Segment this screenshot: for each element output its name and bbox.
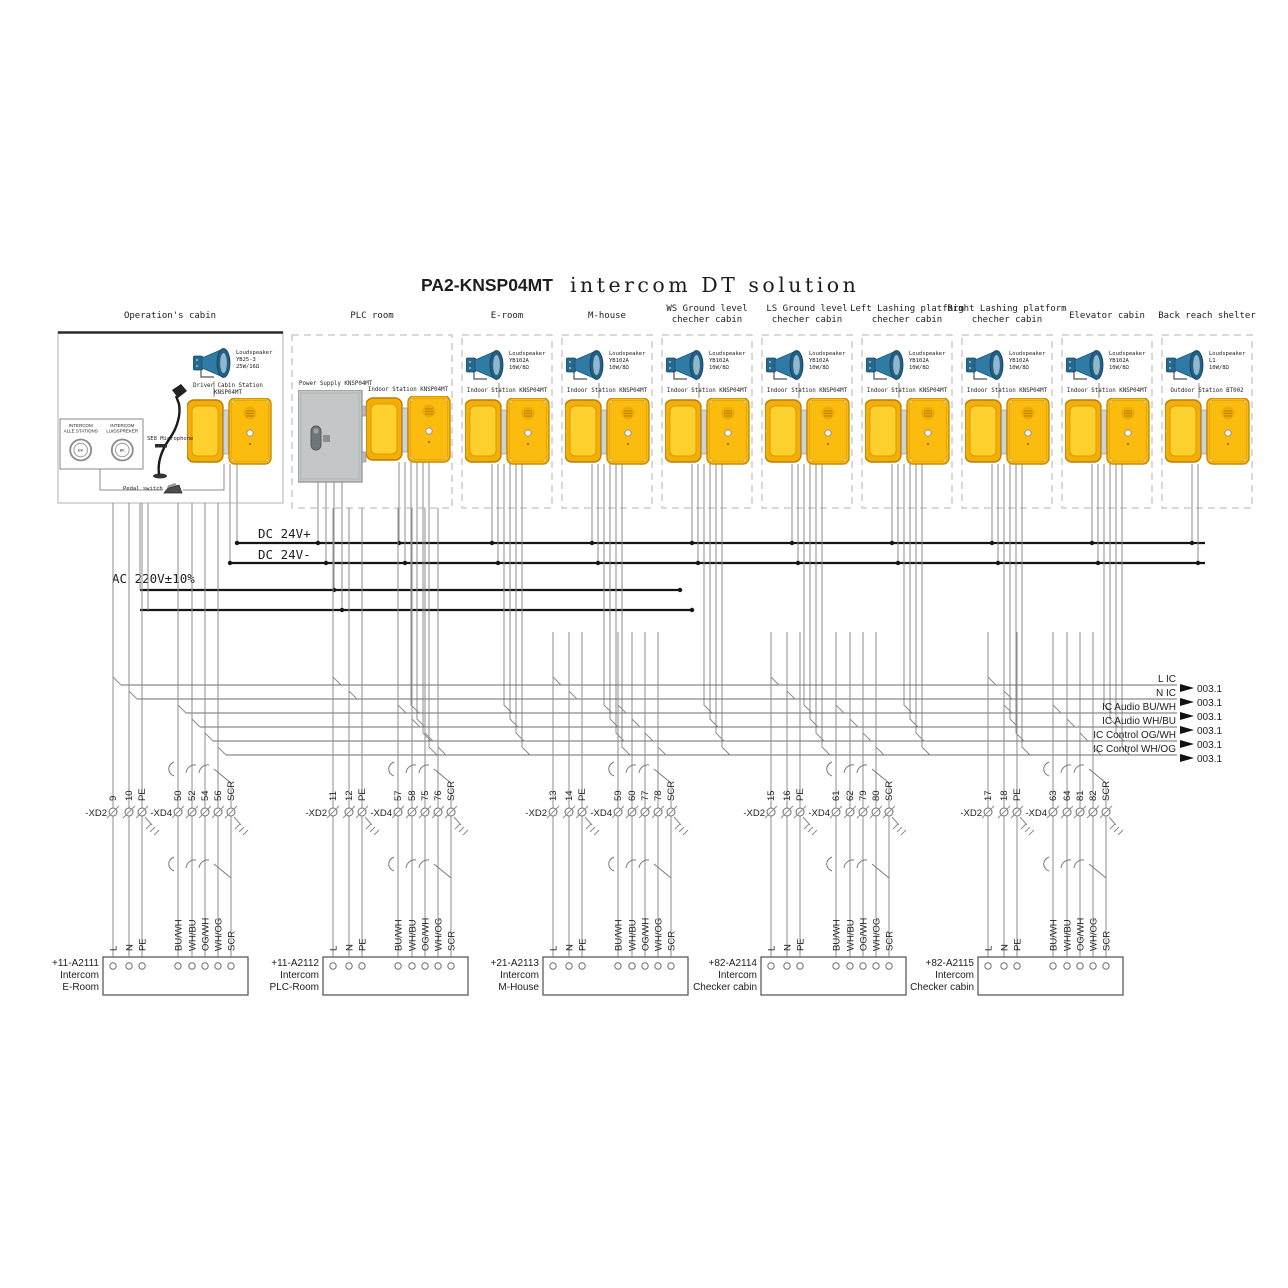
terminal-number: 81 [1075, 790, 1086, 801]
standard-cabins [462, 304, 1257, 755]
cabin-left-lashing-platform-checher-cabin [850, 304, 964, 755]
intercom-unit-box [978, 957, 1123, 995]
terminal-strip-label: -XD2 [743, 808, 765, 819]
terminal-strip-label: -XD2 [525, 808, 547, 819]
box-terminal-label: OG/WH [200, 917, 212, 951]
cabin-drop-wires [1192, 464, 1198, 563]
channel-5 [910, 632, 1123, 995]
signal-label: IC Audio BU/WH [1102, 702, 1176, 713]
station-icon [862, 398, 950, 464]
box-terminal-label: N [344, 944, 356, 951]
intercom-unit-box [543, 957, 688, 995]
terminal-number: 76 [433, 790, 444, 801]
box-terminal-label: BU/WH [1048, 919, 1060, 951]
box-terminal-label: BU/WH [831, 919, 843, 951]
box-terminal-label: L [983, 945, 995, 951]
cabin-plc-room [292, 311, 452, 508]
terminal-number: 79 [858, 790, 869, 801]
terminal-number: 80 [871, 790, 882, 801]
signal-label: N IC [1156, 688, 1176, 699]
terminal-number: 78 [653, 790, 664, 801]
speaker-label: Loudspeaker [1009, 351, 1046, 357]
terminal-strip-label: -XD4 [1025, 808, 1047, 819]
unit-tag: +11-A2112 [271, 958, 319, 969]
station-label: Indoor Station KNSP04MT [367, 387, 449, 393]
cabin-label: M-house [588, 311, 626, 321]
cabin-label-2: checher cabin [971, 315, 1043, 325]
speaker-label: Loudspeaker [1109, 351, 1146, 357]
signal-label: IC Control OG/WH [1093, 730, 1176, 741]
box-terminal-label: L [328, 945, 340, 951]
unit-tag: +11-A2111 [52, 958, 99, 969]
box-terminal-label: PE [357, 938, 369, 951]
cabin-label-2: checher cabin [671, 315, 743, 325]
box-terminal-label: N [564, 944, 576, 951]
unit-name-2: PLC-Room [269, 982, 319, 993]
speaker-model: YB102A [809, 358, 829, 364]
cabin-label: Right Lashing platform [947, 304, 1067, 314]
unit-name-1: Intercom [500, 970, 539, 981]
diagram-model-title: PA2-KNSP04MT [421, 275, 553, 295]
speaker-rating: 10W/8Ω [809, 365, 829, 371]
terminal-number: 15 [766, 790, 777, 801]
signal-ref: 003.1 [1197, 684, 1223, 695]
box-terminal-label: SCR [1101, 930, 1113, 951]
arrow-right-icon [1180, 712, 1194, 720]
speaker-rating: 10W/8Ω [1209, 365, 1229, 371]
terminal-number: SCR [666, 780, 677, 801]
station-icon [662, 398, 750, 464]
terminal-number: 18 [999, 790, 1010, 801]
loudspeaker-icon [466, 351, 503, 380]
knob-label: BK [78, 448, 84, 453]
arrow-right-icon [1180, 684, 1194, 692]
loudspeaker-icon [193, 349, 230, 378]
signal-bus-lines [121, 674, 1222, 765]
unit-name-2: E-Room [62, 982, 99, 993]
cabin-label: E-room [490, 311, 524, 321]
box-terminal-label: OG/WH [1075, 917, 1087, 951]
microphone-label: SE8 Microphone [147, 436, 194, 442]
knob-label: BK [119, 448, 125, 453]
station-label: Indoor Station KNSP04MT [1066, 388, 1148, 394]
cabin-label-2: checher cabin [871, 315, 943, 325]
terminal-number: SCR [884, 780, 895, 801]
box-terminal-label: WH/BU [187, 919, 199, 951]
terminal-number: 50 [173, 790, 184, 801]
terminal-number: 60 [627, 790, 638, 801]
speaker-rating: 25W/16Ω [236, 364, 260, 370]
speaker-model: YB102A [509, 358, 529, 364]
terminal-strip-label: -XD2 [85, 808, 107, 819]
box-terminal-label: WH/OG [1088, 917, 1100, 951]
terminal-strip-label: -XD4 [808, 808, 830, 819]
cabin-label: WS Ground level [666, 304, 748, 314]
cabin-operations-cabin [58, 311, 283, 503]
box-terminal-label: OG/WH [858, 917, 870, 951]
terminal-number: 11 [328, 791, 339, 801]
unit-name-2: Checker cabin [693, 982, 757, 993]
terminal-number: SCR [226, 780, 237, 801]
cabin-label: Left Lashing platform [850, 304, 964, 314]
intercom-unit-box [323, 957, 468, 995]
unit-name-2: M-House [498, 982, 539, 993]
cabin-right-lashing-platform-checher-cabin [947, 304, 1066, 755]
unit-name-2: Checker cabin [910, 982, 974, 993]
speaker-label: Loudspeaker [1209, 351, 1246, 357]
box-terminal-label: SCR [884, 930, 896, 951]
terminal-number: 58 [407, 790, 418, 801]
intercom-unit-box [761, 957, 906, 995]
speaker-model: YB102A [709, 358, 729, 364]
loudspeaker-icon [666, 351, 703, 380]
box-terminal-label: PE [137, 938, 149, 951]
unit-name-1: Intercom [280, 970, 319, 981]
loudspeaker-icon [766, 351, 803, 380]
pedal-switch-label: Pedal switch [123, 486, 163, 492]
speaker-model: YB25-3 [236, 357, 256, 363]
speaker-rating: 10W/8Ω [1109, 365, 1129, 371]
cabin-label: LS Ground level [766, 304, 848, 314]
station-label: Indoor Station KNSP04MT [766, 388, 848, 394]
cabin-ls-ground-level-checher-cabin [762, 304, 853, 755]
terminal-number: 63 [1048, 790, 1059, 801]
channel-4 [693, 632, 906, 995]
speaker-rating: 10W/8Ω [709, 365, 729, 371]
speaker-model: L1 [1209, 358, 1216, 364]
terminal-number: SCR [1101, 780, 1112, 801]
box-terminal-label: L [108, 945, 120, 951]
signal-label: IC Audio WH/BU [1102, 716, 1176, 727]
box-terminal-label: SCR [446, 930, 458, 951]
panel-right-label-2: LUIDSPREKER [106, 428, 139, 434]
ac-bus-label: AC 220V±10% [112, 571, 195, 586]
speaker-rating: 10W/8Ω [509, 365, 529, 371]
arrow-right-icon [1180, 740, 1194, 748]
dc-plus-bus-label: DC 24V+ [258, 526, 311, 541]
diagram-title: intercom DT solution [570, 273, 860, 297]
cabin-back-reach-shelter [1158, 311, 1256, 565]
speaker-rating: 10W/8Ω [1009, 365, 1029, 371]
intercom-unit-box [103, 957, 248, 995]
terminal-number: 9 [108, 795, 119, 801]
speaker-model: YB102A [1009, 358, 1029, 364]
terminal-number: 59 [613, 790, 624, 801]
box-terminal-label: WH/OG [433, 917, 445, 951]
box-terminal-label: L [766, 945, 778, 951]
box-terminal-label: N [999, 944, 1011, 951]
box-terminal-label: L [548, 945, 560, 951]
speaker-label: Loudspeaker [609, 351, 646, 357]
terminal-number: 10 [124, 790, 135, 801]
terminal-number: 52 [187, 790, 198, 801]
channel-wires [333, 508, 451, 957]
unit-name-1: Intercom [935, 970, 974, 981]
speaker-model: YB102A [909, 358, 929, 364]
unit-tag: +82-A2115 [925, 958, 974, 969]
box-terminal-label: PE [577, 938, 589, 951]
loudspeaker-icon [1066, 351, 1103, 380]
indoor-station-icon [363, 396, 451, 462]
loudspeaker-icon [966, 351, 1003, 380]
speaker-rating: 10W/8Ω [909, 365, 929, 371]
speaker-label: Loudspeaker [709, 351, 746, 357]
cabin-label-2: checher cabin [771, 315, 843, 325]
box-terminal-label: BU/WH [393, 919, 405, 951]
station-icon [962, 398, 1050, 464]
box-terminal-label: WH/OG [213, 917, 225, 951]
terminal-number: 54 [200, 790, 211, 801]
box-terminal-label: WH/BU [407, 919, 419, 951]
terminal-strip-label: -XD4 [150, 808, 172, 819]
terminal-number: 14 [564, 790, 575, 801]
unit-name-1: Intercom [718, 970, 757, 981]
unit-name-1: Intercom [60, 970, 99, 981]
cabin-elevator-cabin [1062, 311, 1153, 755]
station-icon [462, 398, 550, 464]
signal-ref: 003.1 [1197, 740, 1223, 751]
cabin-label: Elevator cabin [1069, 311, 1145, 321]
arrow-right-icon [1180, 754, 1194, 762]
station-label: Indoor Station KNSP04MT [966, 388, 1048, 394]
station-icon [1162, 398, 1250, 464]
loudspeaker-icon [866, 351, 903, 380]
gooseneck-microphone-icon [153, 384, 187, 479]
loudspeaker-icon [1166, 351, 1203, 380]
cabin-label: PLC room [350, 311, 394, 321]
terminal-number: 75 [420, 790, 431, 801]
terminal-number: PE [795, 788, 806, 801]
box-terminal-label: WH/OG [871, 917, 883, 951]
power-supply-label: Power Supply KNSP04MT [299, 381, 373, 387]
station-label: Indoor Station KNSP04MT [866, 388, 948, 394]
cabin-label: Operation's cabin [123, 311, 217, 321]
driver-cabin-station-icon [184, 398, 272, 464]
box-terminal-label: OG/WH [420, 917, 432, 951]
station-model: KNSP04MT [214, 390, 242, 396]
terminal-number: 82 [1088, 790, 1099, 801]
terminal-number: PE [137, 788, 148, 801]
speaker-label: Loudspeaker [909, 351, 946, 357]
speaker-rating: 10W/8Ω [609, 365, 629, 371]
terminal-strip-label: -XD2 [305, 808, 327, 819]
signal-ref: 003.1 [1197, 698, 1223, 709]
terminal-number: PE [577, 788, 588, 801]
cabin-m-house [562, 311, 653, 755]
terminal-number: 17 [983, 790, 994, 801]
station-label: Indoor Station KNSP04MT [566, 388, 648, 394]
arrow-right-icon [1180, 698, 1194, 706]
station-label: Outdoor Station BT002 [1170, 388, 1244, 394]
box-terminal-label: PE [795, 938, 807, 951]
terminal-number: 56 [213, 790, 224, 801]
panel-left-label-1: INTERCOM [68, 423, 93, 428]
speaker-model: YB102A [1109, 358, 1129, 364]
terminal-number: 64 [1062, 790, 1073, 801]
box-terminal-label: N [782, 944, 794, 951]
box-terminal-label: WH/BU [845, 919, 857, 951]
unit-tag: +82-A2114 [708, 958, 757, 969]
intercom-knob-panel [60, 419, 143, 469]
signal-ref: 003.1 [1197, 754, 1223, 765]
box-terminal-label: BU/WH [613, 919, 625, 951]
terminal-strip-label: -XD2 [960, 808, 982, 819]
terminal-number: 57 [393, 790, 404, 801]
panel-left-label-2: ALLE STATIONS [63, 428, 98, 434]
box-terminal-label: WH/BU [627, 919, 639, 951]
box-terminal-label: SCR [226, 930, 238, 951]
terminal-number: 62 [845, 790, 856, 801]
power-supply-cabinet-icon [294, 390, 366, 482]
signal-ref: 003.1 [1197, 712, 1223, 723]
terminal-number: 13 [548, 790, 559, 801]
dc-minus-bus-label: DC 24V- [258, 547, 311, 562]
signal-label: L IC [1158, 674, 1176, 685]
signal-label: IC Control WH/OG [1093, 744, 1176, 755]
terminal-number: 16 [782, 790, 793, 801]
terminal-number: 77 [640, 790, 651, 801]
pedal-switch-icon[interactable] [164, 483, 182, 493]
terminal-strip-label: -XD4 [590, 808, 612, 819]
speaker-model: YB102A [609, 358, 629, 364]
terminal-channels [52, 503, 1123, 995]
station-icon [562, 398, 650, 464]
signal-ref: 003.1 [1197, 726, 1223, 737]
terminal-number: SCR [446, 780, 457, 801]
station-label: Indoor Station KNSP04MT [466, 388, 548, 394]
station-label: Indoor Station KNSP04MT [666, 388, 748, 394]
box-terminal-label: WH/OG [653, 917, 665, 951]
loudspeaker-icon [566, 351, 603, 380]
speaker-label: Loudspeaker [236, 350, 273, 356]
terminal-strip-label: -XD4 [370, 808, 392, 819]
station-icon [1062, 398, 1150, 464]
speaker-label: Loudspeaker [809, 351, 846, 357]
box-terminal-label: BU/WH [173, 919, 185, 951]
channel-2 [270, 508, 468, 995]
box-terminal-label: WH/BU [1062, 919, 1074, 951]
box-terminal-label: PE [1012, 938, 1024, 951]
arrow-right-icon [1180, 726, 1194, 734]
cabin-ws-ground-level-checher-cabin [662, 304, 753, 755]
terminal-number: PE [357, 788, 368, 801]
box-terminal-label: N [124, 944, 136, 951]
panel-right-label-1: INTERCOM [110, 423, 135, 428]
box-terminal-label: OG/WH [640, 917, 652, 951]
speaker-label: Loudspeaker [509, 351, 546, 357]
unit-tag: +21-A2113 [490, 958, 539, 969]
channel-3 [491, 632, 688, 995]
cabin-e-room [462, 311, 553, 755]
station-icon [762, 398, 850, 464]
terminal-number: PE [1012, 788, 1023, 801]
station-label: Driver Cabin Station [193, 383, 263, 389]
terminal-number: 61 [831, 790, 842, 801]
cabin-label: Back reach shelter [1158, 311, 1256, 321]
box-terminal-label: SCR [666, 930, 678, 951]
terminal-number: 12 [344, 790, 355, 801]
